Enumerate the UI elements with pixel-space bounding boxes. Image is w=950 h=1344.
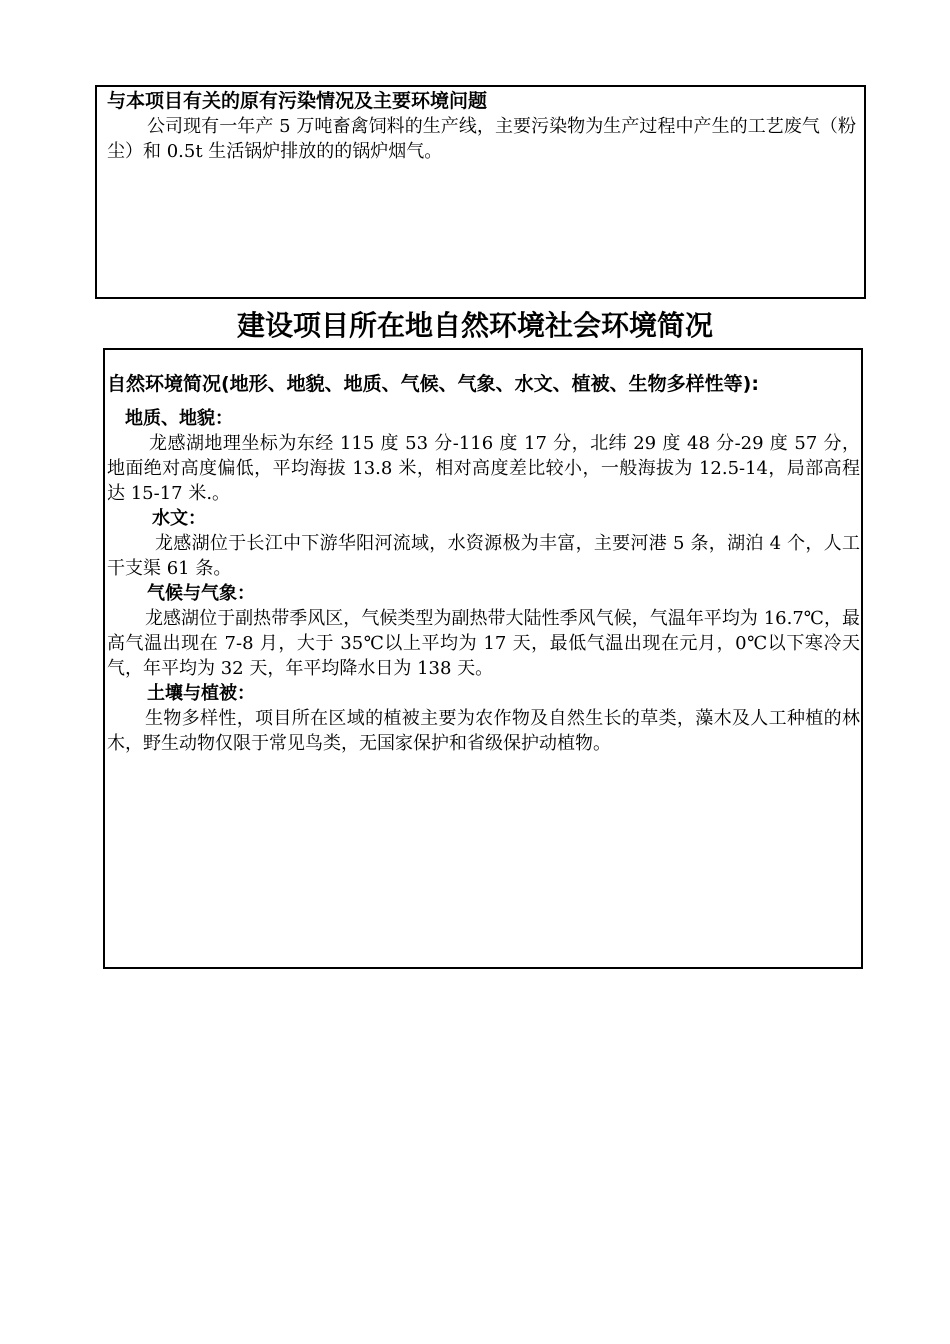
soil-vegetation-subtitle: 土壤与植被：: [147, 683, 255, 704]
pollution-section-paragraph: 公司现有一年产 5 万吨畜禽饲料的生产线，主要污染物为生产过程中产生的工艺废气（粉尘）和 0.5t 生活锅炉排放的的锅炉烟气。: [107, 116, 856, 162]
climate-subtitle: 气候与气象：: [147, 583, 255, 604]
climate-paragraph: 龙感湖位于副热带季风区，气候类型为副热带大陆性季风气候，气温年平均为 16.7℃，最高气温出现在 7-8 月，大于 35℃以上平均为 17 天，最低气温出现在元月，0℃以下寒冷天气，年平均为 32 天，年平均降水日为 138 天。: [107, 608, 860, 679]
geology-subtitle: 地质、地貌：: [125, 408, 233, 429]
environment-section-box: [103, 348, 863, 969]
hydrology-subtitle: 水文：: [152, 508, 206, 529]
soil-vegetation-paragraph: 生物多样性，项目所在区域的植被主要为农作物及自然生长的草类，藻木及人工种植的林木，野生动物仅限于常见鸟类，无国家保护和省级保护动植物。: [107, 708, 860, 754]
geology-paragraph: 龙感湖地理坐标为东经 115 度 53 分-116 度 17 分，北纬 29 度 48 分-29 度 57 分，地面绝对高度偏低，平均海拔 13.8 米，相对高度差比较小，一般海拔为 12.5-14，局部高程达 15-17 米.。: [107, 433, 860, 504]
pollution-section-heading: 与本项目有关的原有污染情况及主要环境问题: [107, 90, 488, 112]
environment-section-heading: 自然环境简况(地形、地貌、地质、气候、气象、水文、植被、生物多样性等):: [107, 373, 759, 395]
pollution-section-box: [95, 85, 866, 299]
hydrology-paragraph: 龙感湖位于长江中下游华阳河流域，水资源极为丰富，主要河港 5 条，湖泊 4 个，人工干支渠 61 条。: [107, 533, 860, 579]
section-title: 建设项目所在地自然环境社会环境简况: [236, 309, 713, 342]
